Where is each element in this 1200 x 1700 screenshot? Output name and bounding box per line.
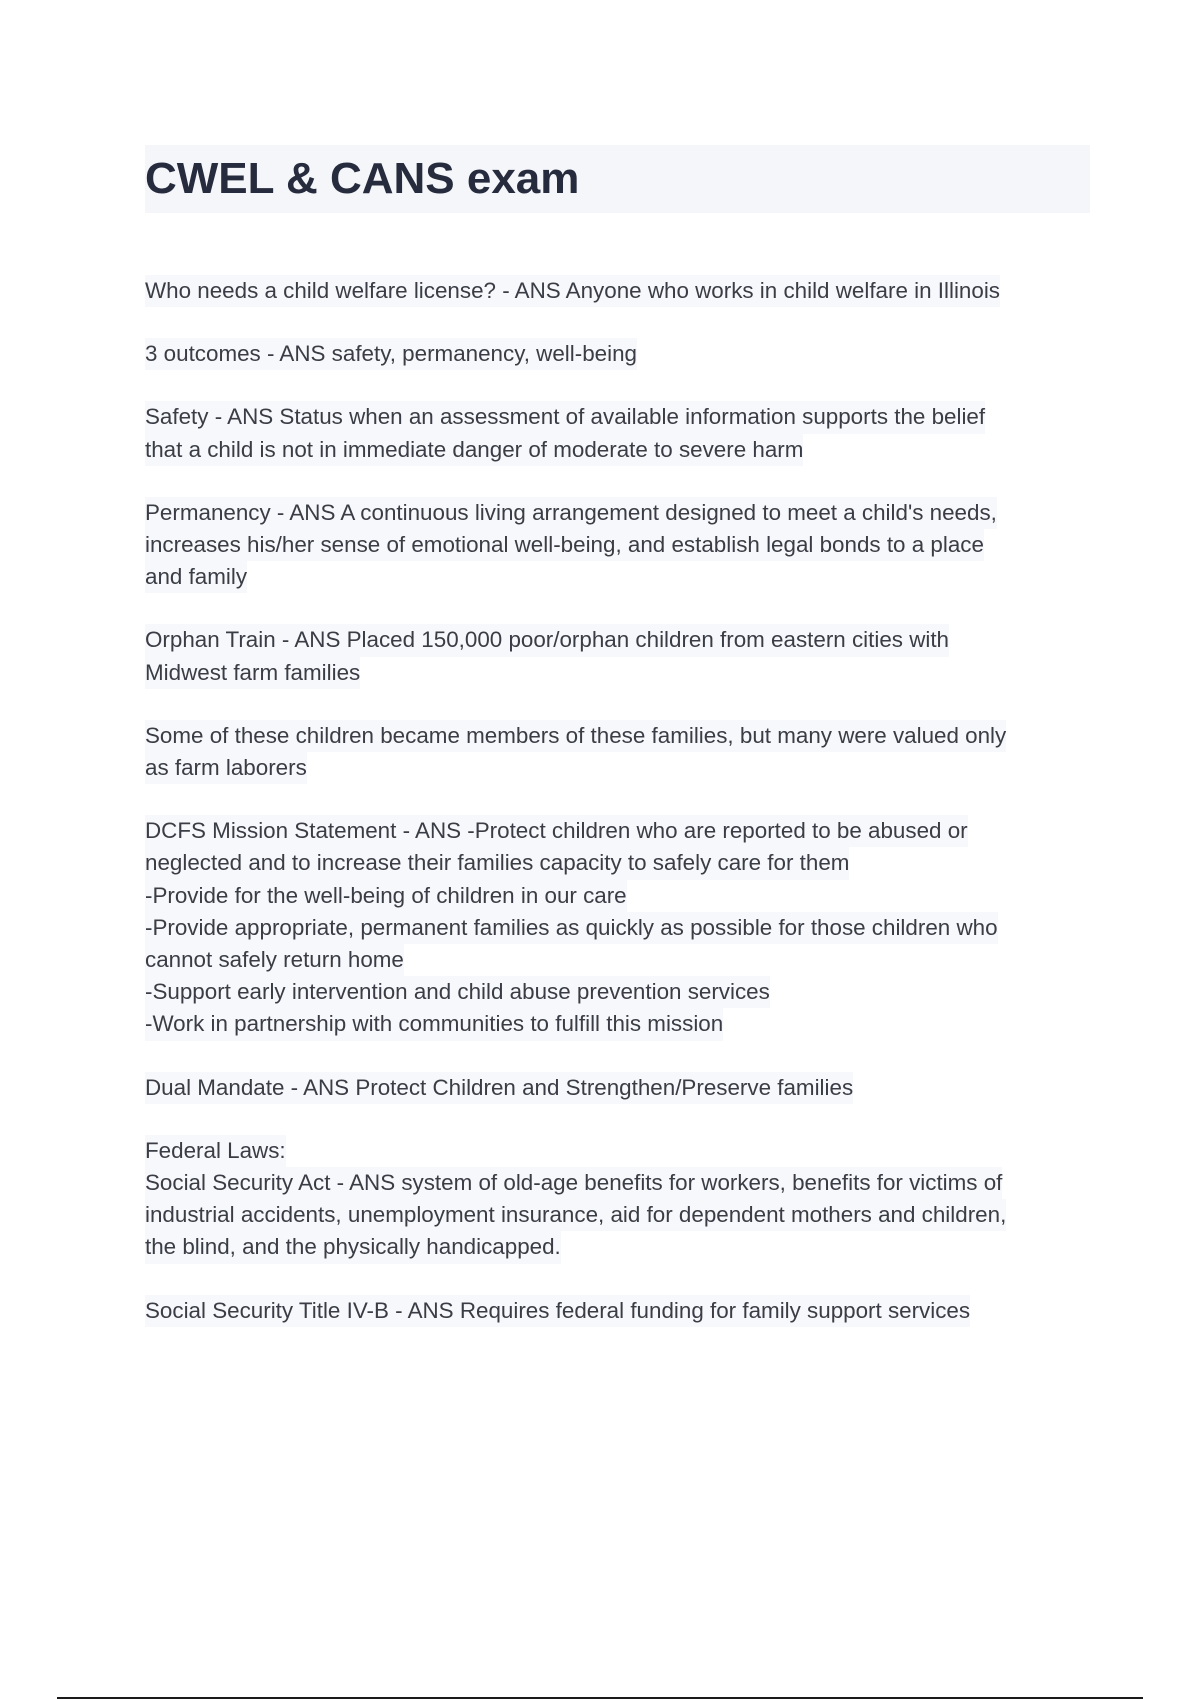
document-title: CWEL & CANS exam bbox=[145, 154, 580, 203]
text-line: the blind, and the physically handicapped. bbox=[145, 1231, 561, 1263]
qa-item-outcomes bbox=[145, 338, 1095, 370]
qa-item-social-security-act bbox=[145, 1135, 1095, 1264]
qa-item-permanency bbox=[145, 497, 1095, 594]
qa-item-orphan-train bbox=[145, 624, 1095, 688]
text-line: 3 outcomes - ANS safety, permanency, well-being bbox=[145, 338, 637, 370]
text-line: cannot safely return home bbox=[145, 944, 404, 976]
text-line: Federal Laws: bbox=[145, 1135, 286, 1167]
text-line: DCFS Mission Statement - ANS -Protect children who are reported to be abused or bbox=[145, 815, 968, 847]
text-line: Safety - ANS Status when an assessment of available information supports the belief bbox=[145, 401, 985, 433]
text-line: -Provide for the well-being of children in our care bbox=[145, 880, 627, 912]
text-line: -Provide appropriate, permanent families as quickly as possible for those children who bbox=[145, 912, 998, 944]
text-line: that a child is not in immediate danger of moderate to severe harm bbox=[145, 434, 803, 466]
text-line: and family bbox=[145, 561, 247, 593]
text-line: Permanency - ANS A continuous living arrangement designed to meet a child's needs, bbox=[145, 497, 997, 529]
text-line: as farm laborers bbox=[145, 752, 307, 784]
document-body bbox=[145, 275, 1095, 1358]
qa-item-license bbox=[145, 275, 1095, 307]
footer-divider bbox=[57, 1697, 1143, 1699]
qa-item-safety bbox=[145, 401, 1095, 465]
text-line: industrial accidents, unemployment insurance, aid for dependent mothers and children, bbox=[145, 1199, 1006, 1231]
qa-item-title-iv-b bbox=[145, 1295, 1095, 1327]
text-line: increases his/her sense of emotional well-being, and establish legal bonds to a place bbox=[145, 529, 984, 561]
text-line: Some of these children became members of these families, but many were valued only bbox=[145, 720, 1006, 752]
text-line: -Work in partnership with communities to fulfill this mission bbox=[145, 1008, 723, 1040]
text-line: Who needs a child welfare license? - ANS Anyone who works in child welfare in Illinois bbox=[145, 275, 1000, 307]
text-line: Orphan Train - ANS Placed 150,000 poor/orphan children from eastern cities with bbox=[145, 624, 949, 656]
text-line: Social Security Title IV-B - ANS Requires federal funding for family support services bbox=[145, 1295, 970, 1327]
text-line: Dual Mandate - ANS Protect Children and Strengthen/Preserve families bbox=[145, 1072, 853, 1104]
text-line: neglected and to increase their families capacity to safely care for them bbox=[145, 847, 849, 879]
text-line: Social Security Act - ANS system of old-age benefits for workers, benefits for victims of bbox=[145, 1167, 1002, 1199]
qa-item-dcfs-mission bbox=[145, 815, 1095, 1040]
text-line: -Support early intervention and child abuse prevention services bbox=[145, 976, 770, 1008]
text-line: Midwest farm families bbox=[145, 657, 360, 689]
qa-item-dual-mandate bbox=[145, 1072, 1095, 1104]
title-bar bbox=[145, 145, 1090, 213]
paragraph-farm-laborers bbox=[145, 720, 1095, 784]
